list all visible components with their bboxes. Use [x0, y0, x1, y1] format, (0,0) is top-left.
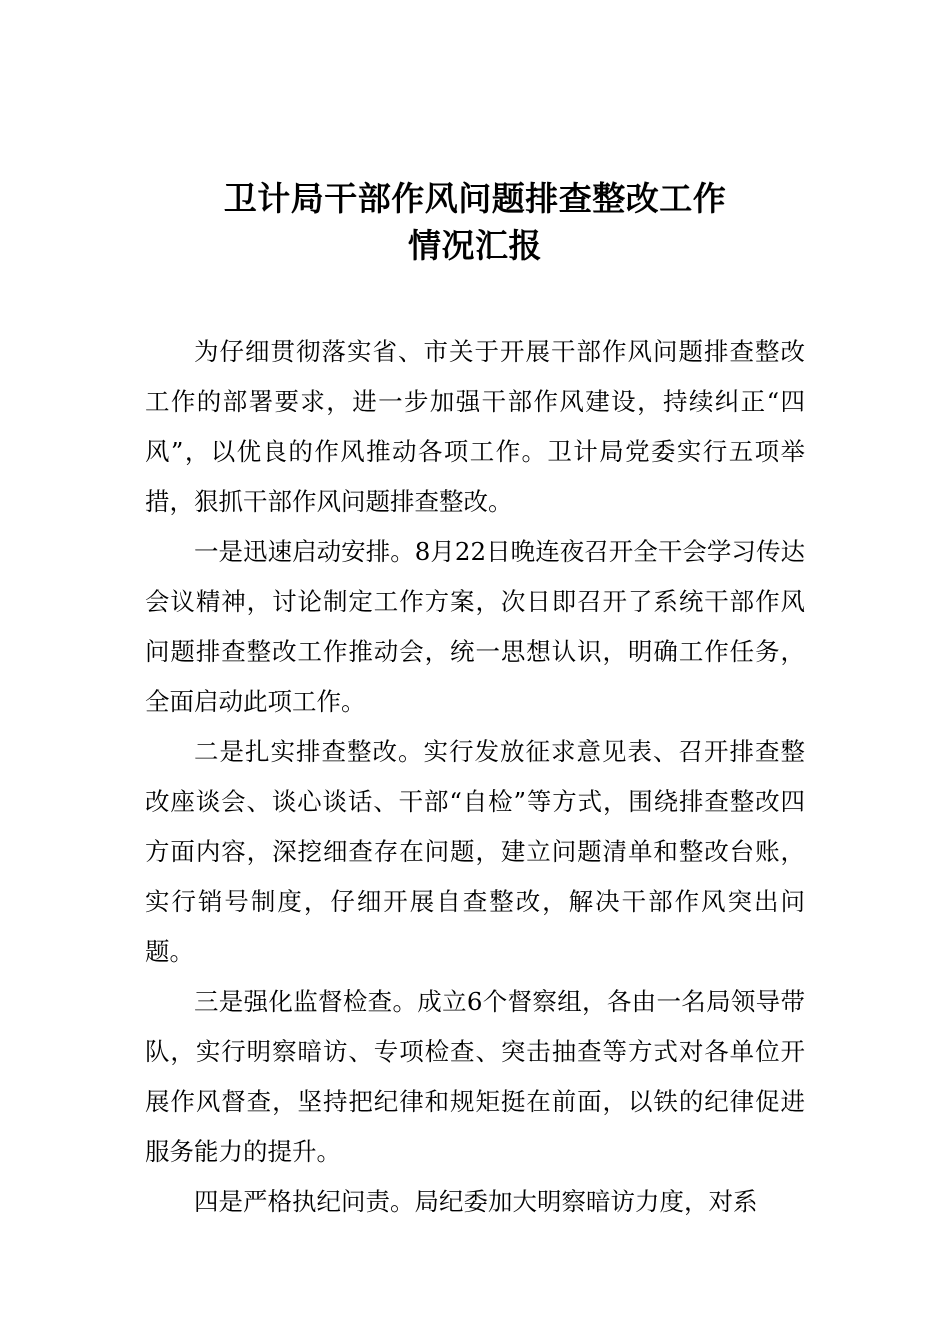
- document-body: [145, 327, 805, 1227]
- title-line-1: 卫计局干部作风问题排查整改工作: [223, 179, 727, 218]
- paragraph-measure-1: 一是迅速启动安排。8月22日晚连夜召开全干会学习传达会议精神，讨论制定工作方案，次日即召开了系统干部作风问题排查整改工作推动会，统一思想认识，明确工作任务，全面启动此项工作。: [145, 537, 805, 716]
- document-title: [145, 175, 805, 269]
- paragraph-measure-2: 二是扎实排查整改。实行发放征求意见表、召开排查整改座谈会、谈心谈话、干部“自检”等方式，围绕排查整改四方面内容，深挖细查存在问题，建立问题清单和整改台账，实行销号制度，仔细开展自查整改，解决干部作风突出问题。: [145, 737, 805, 966]
- paragraph-intro: 为仔细贯彻落实省、市关于开展干部作风问题排查整改工作的部署要求，进一步加强干部作风建设，持续纠正“四风”，以优良的作风推动各项工作。卫计局党委实行五项举措，狠抓干部作风问题排查整改。: [145, 337, 805, 516]
- paragraph-measure-4: 四是严格执纪问责。局纪委加大明察暗访力度，对系: [194, 1187, 758, 1216]
- paragraph-measure-3: 三是强化监督检查。成立6个督察组，各由一名局领导带队，实行明察暗访、专项检查、突击抽查等方式对各单位开展作风督查，坚持把纪律和规矩挺在前面，以铁的纪律促进服务能力的提升。: [145, 987, 805, 1166]
- title-line-2: 情况汇报: [408, 226, 542, 265]
